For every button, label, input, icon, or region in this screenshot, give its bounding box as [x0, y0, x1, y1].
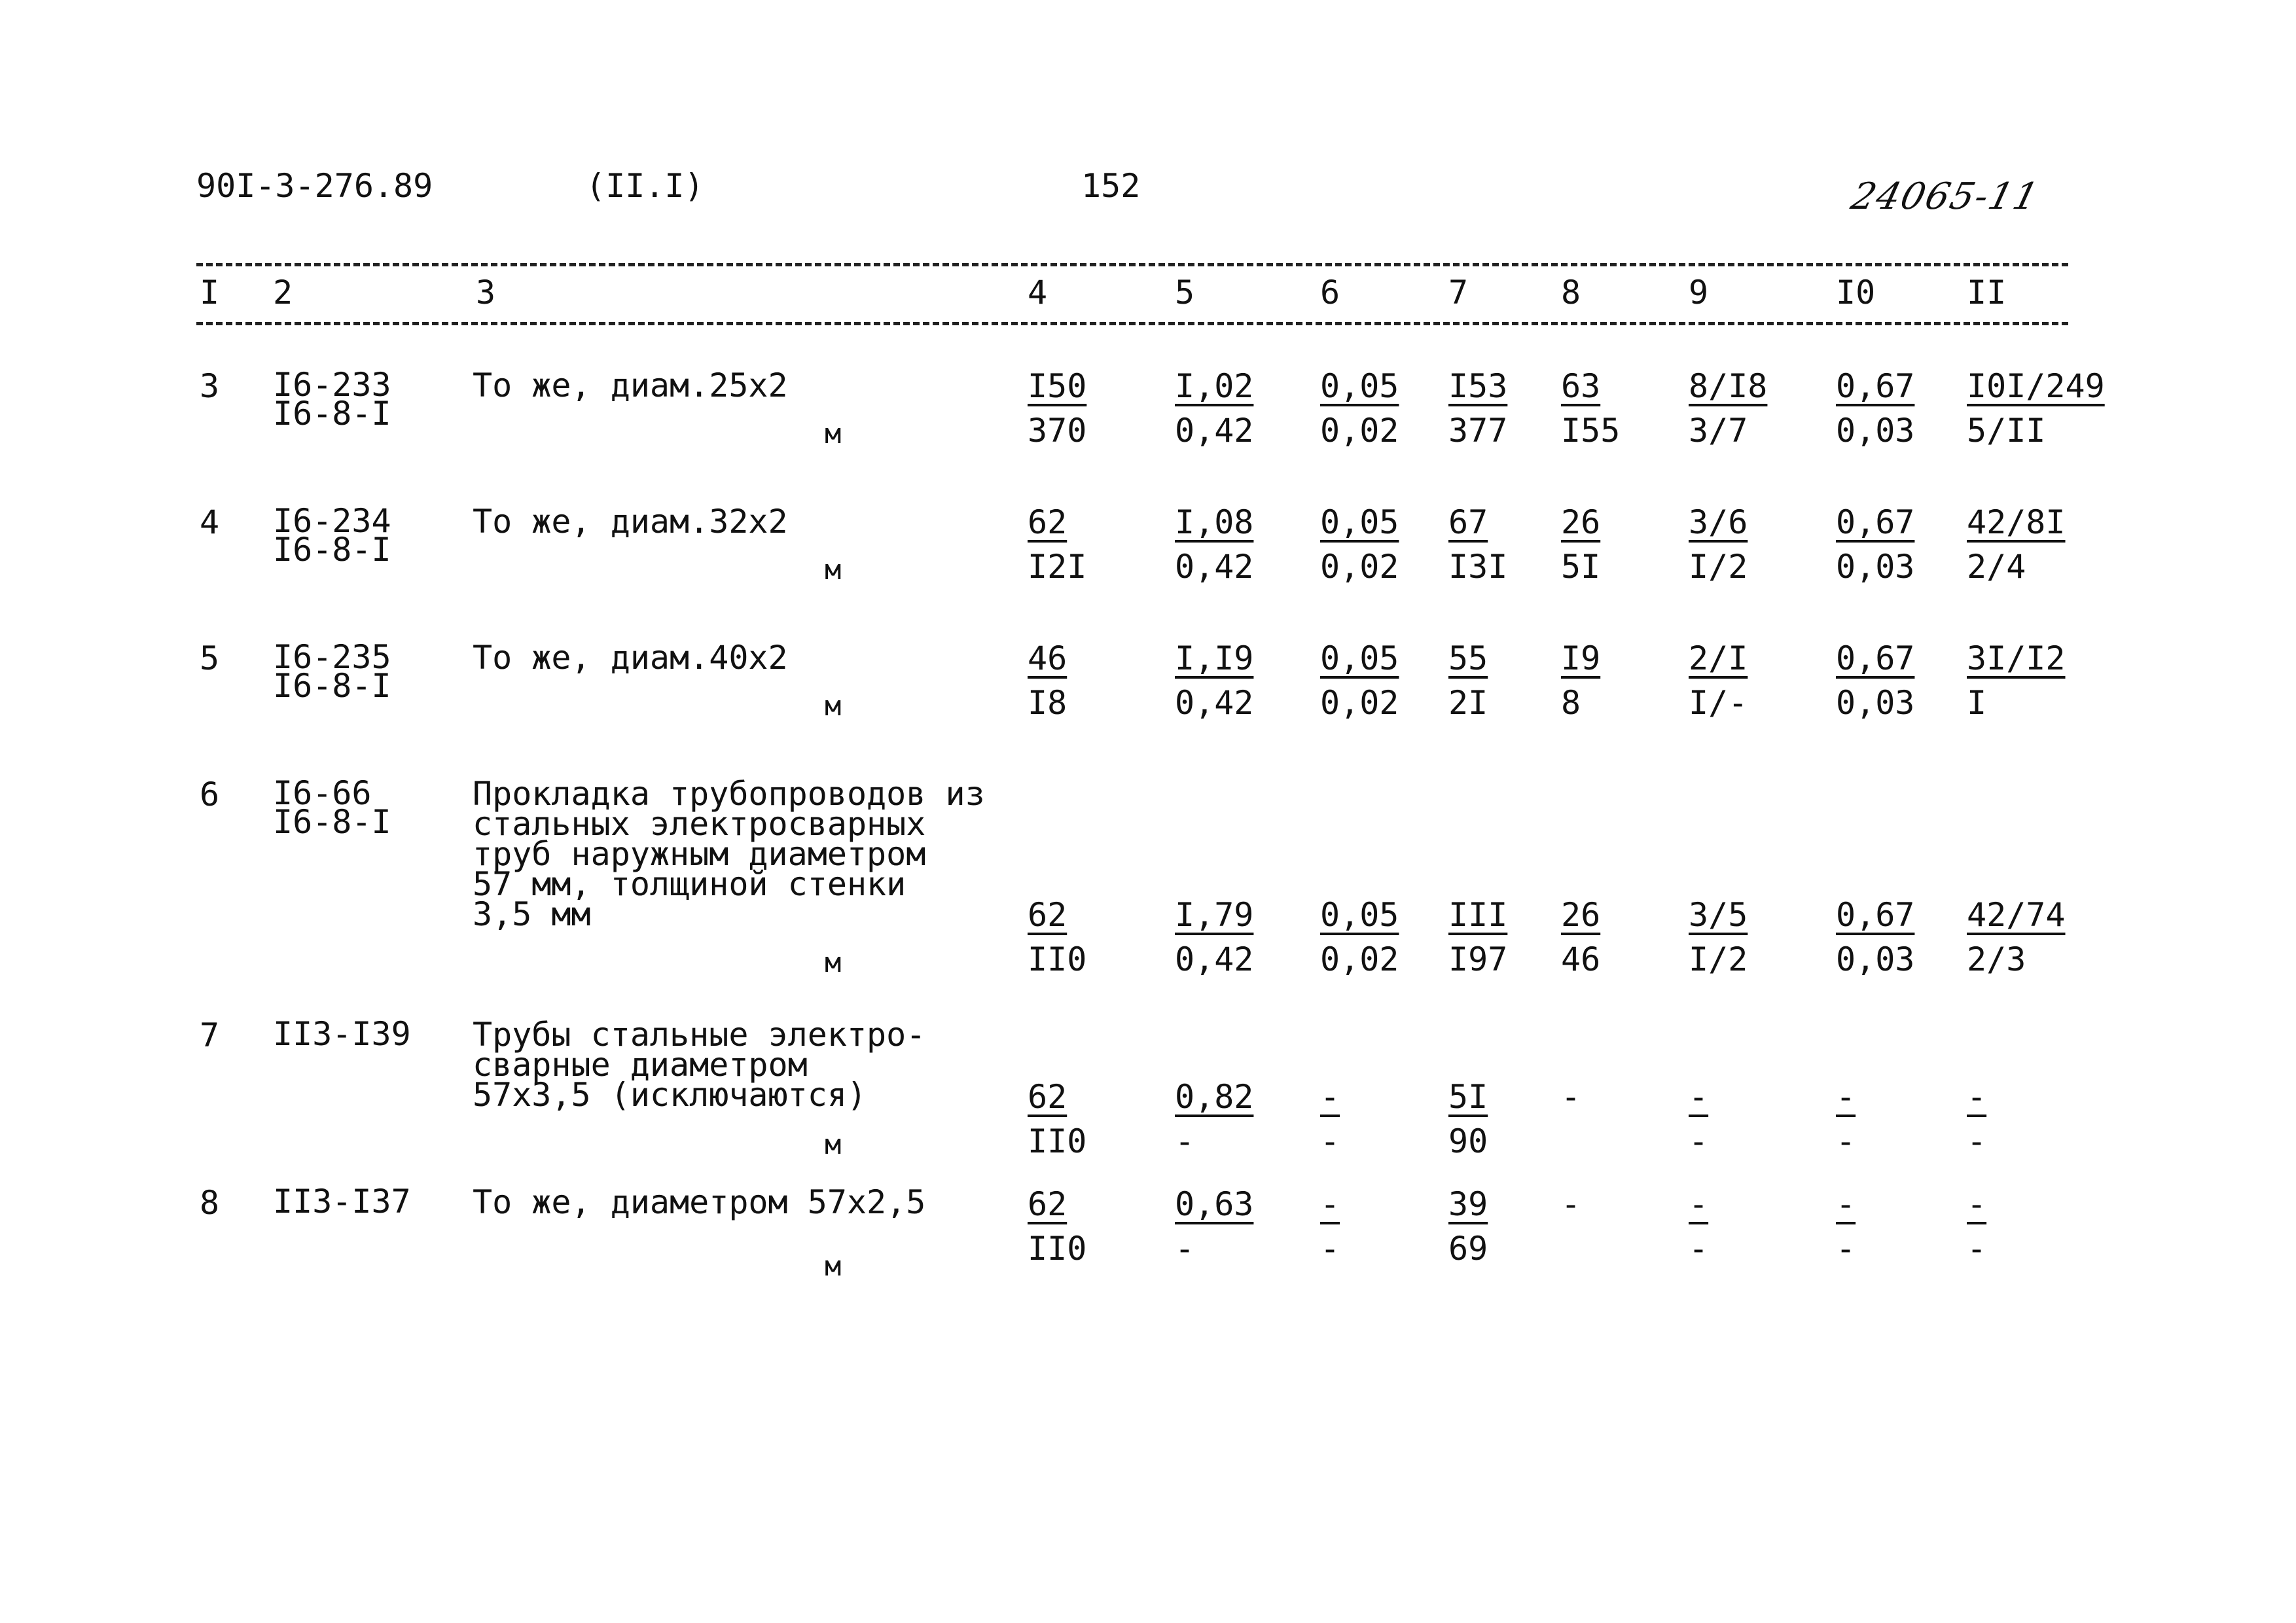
row-description [473, 503, 788, 541]
value-numerator: 55 [1448, 639, 1488, 677]
row-number: 4 [200, 503, 220, 541]
row-codes [273, 366, 391, 433]
value-denominator: 3/7 [1689, 412, 1748, 450]
value-denominator: 377 [1448, 412, 1508, 450]
value-col-7 [1448, 1075, 1488, 1164]
value-denominator: - [1689, 1122, 1709, 1160]
value-numerator: 46 [1028, 639, 1067, 677]
value-numerator: 0,63 [1175, 1185, 1254, 1223]
value-numerator: - [1689, 1185, 1709, 1223]
value-denominator: 0,02 [1320, 684, 1399, 722]
column-number-1: I [200, 274, 220, 312]
value-denominator: I97 [1448, 940, 1508, 978]
value-col-7 [1448, 1182, 1488, 1271]
row-code: I6-234 [273, 502, 391, 540]
value-denominator: 2I [1448, 684, 1488, 722]
value-numerator: 2/I [1689, 639, 1748, 677]
value-numerator: - [1967, 1185, 1987, 1223]
value-numerator: - [1836, 1078, 1856, 1116]
column-number-2: 2 [273, 274, 293, 312]
value-col-11 [1967, 1182, 1986, 1271]
value-numerator: 63 [1561, 367, 1601, 405]
value-numerator: 62 [1028, 503, 1067, 541]
value-numerator: 26 [1561, 896, 1601, 934]
value-denominator: 370 [1028, 412, 1087, 450]
row-unit: м [825, 1250, 842, 1282]
value-denominator: 0,03 [1836, 684, 1915, 722]
value-col-9 [1689, 636, 1748, 725]
row-number: 3 [200, 367, 220, 405]
value-numerator: 3I/I2 [1967, 639, 2066, 677]
value-denominator: - [1689, 1230, 1709, 1268]
column-number-4: 4 [1028, 274, 1048, 312]
value-numerator: I50 [1028, 367, 1087, 405]
value-col-7 [1448, 636, 1488, 725]
value-numerator: 0,67 [1836, 367, 1915, 405]
value-numerator: I,08 [1175, 503, 1254, 541]
row-codes [273, 1015, 411, 1053]
value-col-11 [1967, 893, 2066, 982]
row-unit: м [825, 690, 842, 722]
value-col-10 [1836, 364, 1914, 453]
value-denominator: - [1320, 1230, 1340, 1268]
description-line: Прокладка трубопроводов из [473, 775, 985, 813]
value-col-5 [1175, 364, 1253, 453]
value-denominator: I/- [1689, 684, 1748, 722]
row-unit: м [825, 418, 842, 450]
column-number-7: 7 [1448, 274, 1469, 312]
row-code: I6-8-I [273, 395, 391, 433]
value-numerator: I,I9 [1175, 639, 1254, 677]
value-col-8: - [1561, 1185, 1581, 1223]
description-line: 57 мм, толщиной стенки [473, 865, 906, 903]
value-denominator: 2/3 [1967, 940, 2026, 978]
value-col-5 [1175, 500, 1253, 589]
value-denominator: - [1175, 1230, 1195, 1268]
value-col-4 [1028, 364, 1086, 453]
value-denominator: 69 [1448, 1230, 1488, 1268]
value-numerator: I9 [1561, 639, 1601, 677]
value-denominator: 0,42 [1175, 548, 1254, 586]
value-denominator: 46 [1561, 940, 1601, 978]
value-numerator: 42/8I [1967, 503, 2066, 541]
value-numerator: - [1967, 1078, 1987, 1116]
value-denominator: II0 [1028, 1122, 1087, 1160]
value-col-5 [1175, 636, 1253, 725]
value-numerator: 39 [1448, 1185, 1488, 1223]
column-number-9: 9 [1689, 274, 1709, 312]
value-denominator: 0,03 [1836, 548, 1915, 586]
value-denominator: 0,02 [1320, 548, 1399, 586]
value-col-10 [1836, 893, 1914, 982]
value-denominator: I2I [1028, 548, 1087, 586]
column-number-6: 6 [1320, 274, 1340, 312]
page-number: 152 [1081, 167, 1141, 205]
value-col-6 [1320, 500, 1399, 589]
value-numerator: 62 [1028, 896, 1067, 934]
value-numerator: - [1689, 1078, 1709, 1116]
value-numerator: 26 [1561, 503, 1601, 541]
value-denominator: I55 [1561, 412, 1621, 450]
value-numerator: 62 [1028, 1078, 1067, 1116]
value-denominator: 0,42 [1175, 684, 1254, 722]
value-denominator: 0,02 [1320, 940, 1399, 978]
value-numerator: 62 [1028, 1185, 1067, 1223]
value-denominator: I3I [1448, 548, 1508, 586]
value-col-6 [1320, 636, 1399, 725]
value-col-8 [1561, 636, 1600, 725]
value-denominator: 2/4 [1967, 548, 2026, 586]
value-col-6 [1320, 1075, 1340, 1164]
value-col-8: - [1561, 1078, 1581, 1116]
value-numerator: 0,05 [1320, 503, 1399, 541]
value-numerator: 0,05 [1320, 896, 1399, 934]
value-col-4 [1028, 1182, 1086, 1271]
row-code: I6-8-I [273, 803, 391, 841]
value-col-10 [1836, 1182, 1856, 1271]
value-col-11 [1967, 1075, 1986, 1164]
description-line: сварные диаметром [473, 1046, 808, 1084]
row-description [473, 1016, 926, 1114]
value-numerator: 8/I8 [1689, 367, 1768, 405]
description-line: То же, диаметром 57х2,5 [473, 1183, 926, 1221]
row-description [473, 639, 788, 677]
value-col-11 [1967, 636, 2066, 725]
row-unit: м [825, 946, 842, 978]
column-number-11: II [1967, 274, 2007, 312]
value-denominator: 90 [1448, 1122, 1488, 1160]
description-line: То же, диам.32х2 [473, 503, 788, 541]
value-col-6 [1320, 364, 1399, 453]
value-col-9 [1689, 364, 1767, 453]
row-number: 8 [200, 1184, 220, 1222]
value-col-8 [1561, 500, 1600, 589]
value-numerator: 67 [1448, 503, 1488, 541]
value-col-10 [1836, 636, 1914, 725]
value-denominator: II0 [1028, 1230, 1087, 1268]
value-denominator: - [1175, 1122, 1195, 1160]
value-col-9 [1689, 893, 1748, 982]
value-denominator: II0 [1028, 940, 1087, 978]
value-col-5 [1175, 893, 1253, 982]
row-description [473, 1183, 926, 1221]
value-denominator: 8 [1561, 684, 1581, 722]
value-denominator: I [1967, 684, 1987, 722]
value-denominator: 0,03 [1836, 940, 1915, 978]
value-col-7 [1448, 364, 1507, 453]
row-number: 6 [200, 776, 220, 813]
description-line: 3,5 мм [473, 895, 591, 933]
row-unit: м [825, 1128, 842, 1160]
value-col-5 [1175, 1075, 1253, 1164]
row-number: 7 [200, 1016, 220, 1054]
value-denominator: - [1836, 1230, 1856, 1268]
value-numerator: 0,82 [1175, 1078, 1254, 1116]
value-col-7 [1448, 893, 1507, 982]
value-denominator: - [1967, 1230, 1987, 1268]
value-col-9 [1689, 1075, 1708, 1164]
row-codes [273, 774, 391, 841]
section-number: (II.I) [586, 167, 704, 205]
row-code: I6-233 [273, 366, 391, 404]
value-denominator: 0,02 [1320, 412, 1399, 450]
description-line: То же, диам.25х2 [473, 366, 788, 404]
row-code: II3-I37 [273, 1183, 411, 1221]
value-numerator: 0,67 [1836, 639, 1915, 677]
value-numerator: I,79 [1175, 896, 1254, 934]
value-col-5 [1175, 1182, 1253, 1271]
header-bottom-rule [196, 322, 2068, 325]
header-top-rule [196, 263, 2068, 266]
value-numerator: 0,67 [1836, 896, 1915, 934]
row-codes [273, 638, 391, 705]
value-col-6 [1320, 1182, 1340, 1271]
row-unit: м [825, 554, 842, 586]
column-number-10: I0 [1836, 274, 1876, 312]
value-numerator: I53 [1448, 367, 1508, 405]
row-code: II3-I39 [273, 1015, 411, 1053]
value-col-10 [1836, 1075, 1856, 1164]
row-description [473, 366, 788, 404]
value-numerator: - [1320, 1078, 1340, 1116]
value-denominator: 0,42 [1175, 940, 1254, 978]
value-numerator: - [1320, 1185, 1340, 1223]
value-denominator: - [1320, 1122, 1340, 1160]
value-col-6 [1320, 893, 1399, 982]
value-col-7 [1448, 500, 1507, 589]
row-number: 5 [200, 639, 220, 677]
value-numerator: III [1448, 896, 1508, 934]
value-denominator: - [1967, 1122, 1987, 1160]
column-number-8: 8 [1561, 274, 1581, 312]
value-denominator: - [1836, 1122, 1856, 1160]
description-line: Трубы стальные электро- [473, 1016, 926, 1054]
value-numerator: 3/6 [1689, 503, 1748, 541]
row-codes [273, 1183, 411, 1221]
value-col-9 [1689, 1182, 1708, 1271]
value-denominator: I/2 [1689, 548, 1748, 586]
value-col-4 [1028, 893, 1086, 982]
value-numerator: I,02 [1175, 367, 1254, 405]
value-numerator: 0,05 [1320, 639, 1399, 677]
value-denominator: 0,03 [1836, 412, 1915, 450]
value-col-4 [1028, 1075, 1086, 1164]
row-code: I6-235 [273, 638, 391, 676]
row-code: I6-8-I [273, 667, 391, 705]
value-numerator: 3/5 [1689, 896, 1748, 934]
value-denominator: I8 [1028, 684, 1067, 722]
row-description [473, 775, 985, 933]
description-line: 57х3,5 (исключаются) [473, 1076, 867, 1114]
description-line: То же, диам.40х2 [473, 639, 788, 677]
value-col-11 [1967, 500, 2066, 589]
value-denominator: 5/II [1967, 412, 2046, 450]
value-numerator: - [1836, 1185, 1856, 1223]
column-number-3: 3 [476, 274, 496, 312]
value-col-4 [1028, 500, 1086, 589]
value-col-4 [1028, 636, 1067, 725]
value-denominator: 0,42 [1175, 412, 1254, 450]
value-numerator: 5I [1448, 1078, 1488, 1116]
value-numerator: 0,05 [1320, 367, 1399, 405]
row-code: I6-66 [273, 774, 372, 812]
value-col-9 [1689, 500, 1748, 589]
value-numerator: 0,67 [1836, 503, 1915, 541]
description-line: труб наружным диаметром [473, 835, 926, 873]
description-line: стальных электросварных [473, 805, 926, 843]
value-col-8 [1561, 893, 1600, 982]
column-number-5: 5 [1175, 274, 1195, 312]
row-code: I6-8-I [273, 531, 391, 569]
value-col-8 [1561, 364, 1620, 453]
value-denominator: 5I [1561, 548, 1601, 586]
value-col-11 [1967, 364, 2105, 453]
row-codes [273, 502, 391, 569]
handwritten-note: 24065-11 [1846, 175, 2044, 218]
value-col-10 [1836, 500, 1914, 589]
document-code: 90I-3-276.89 [196, 167, 433, 205]
value-denominator: I/2 [1689, 940, 1748, 978]
value-numerator: 42/74 [1967, 896, 2066, 934]
value-numerator: I0I/249 [1967, 367, 2105, 405]
